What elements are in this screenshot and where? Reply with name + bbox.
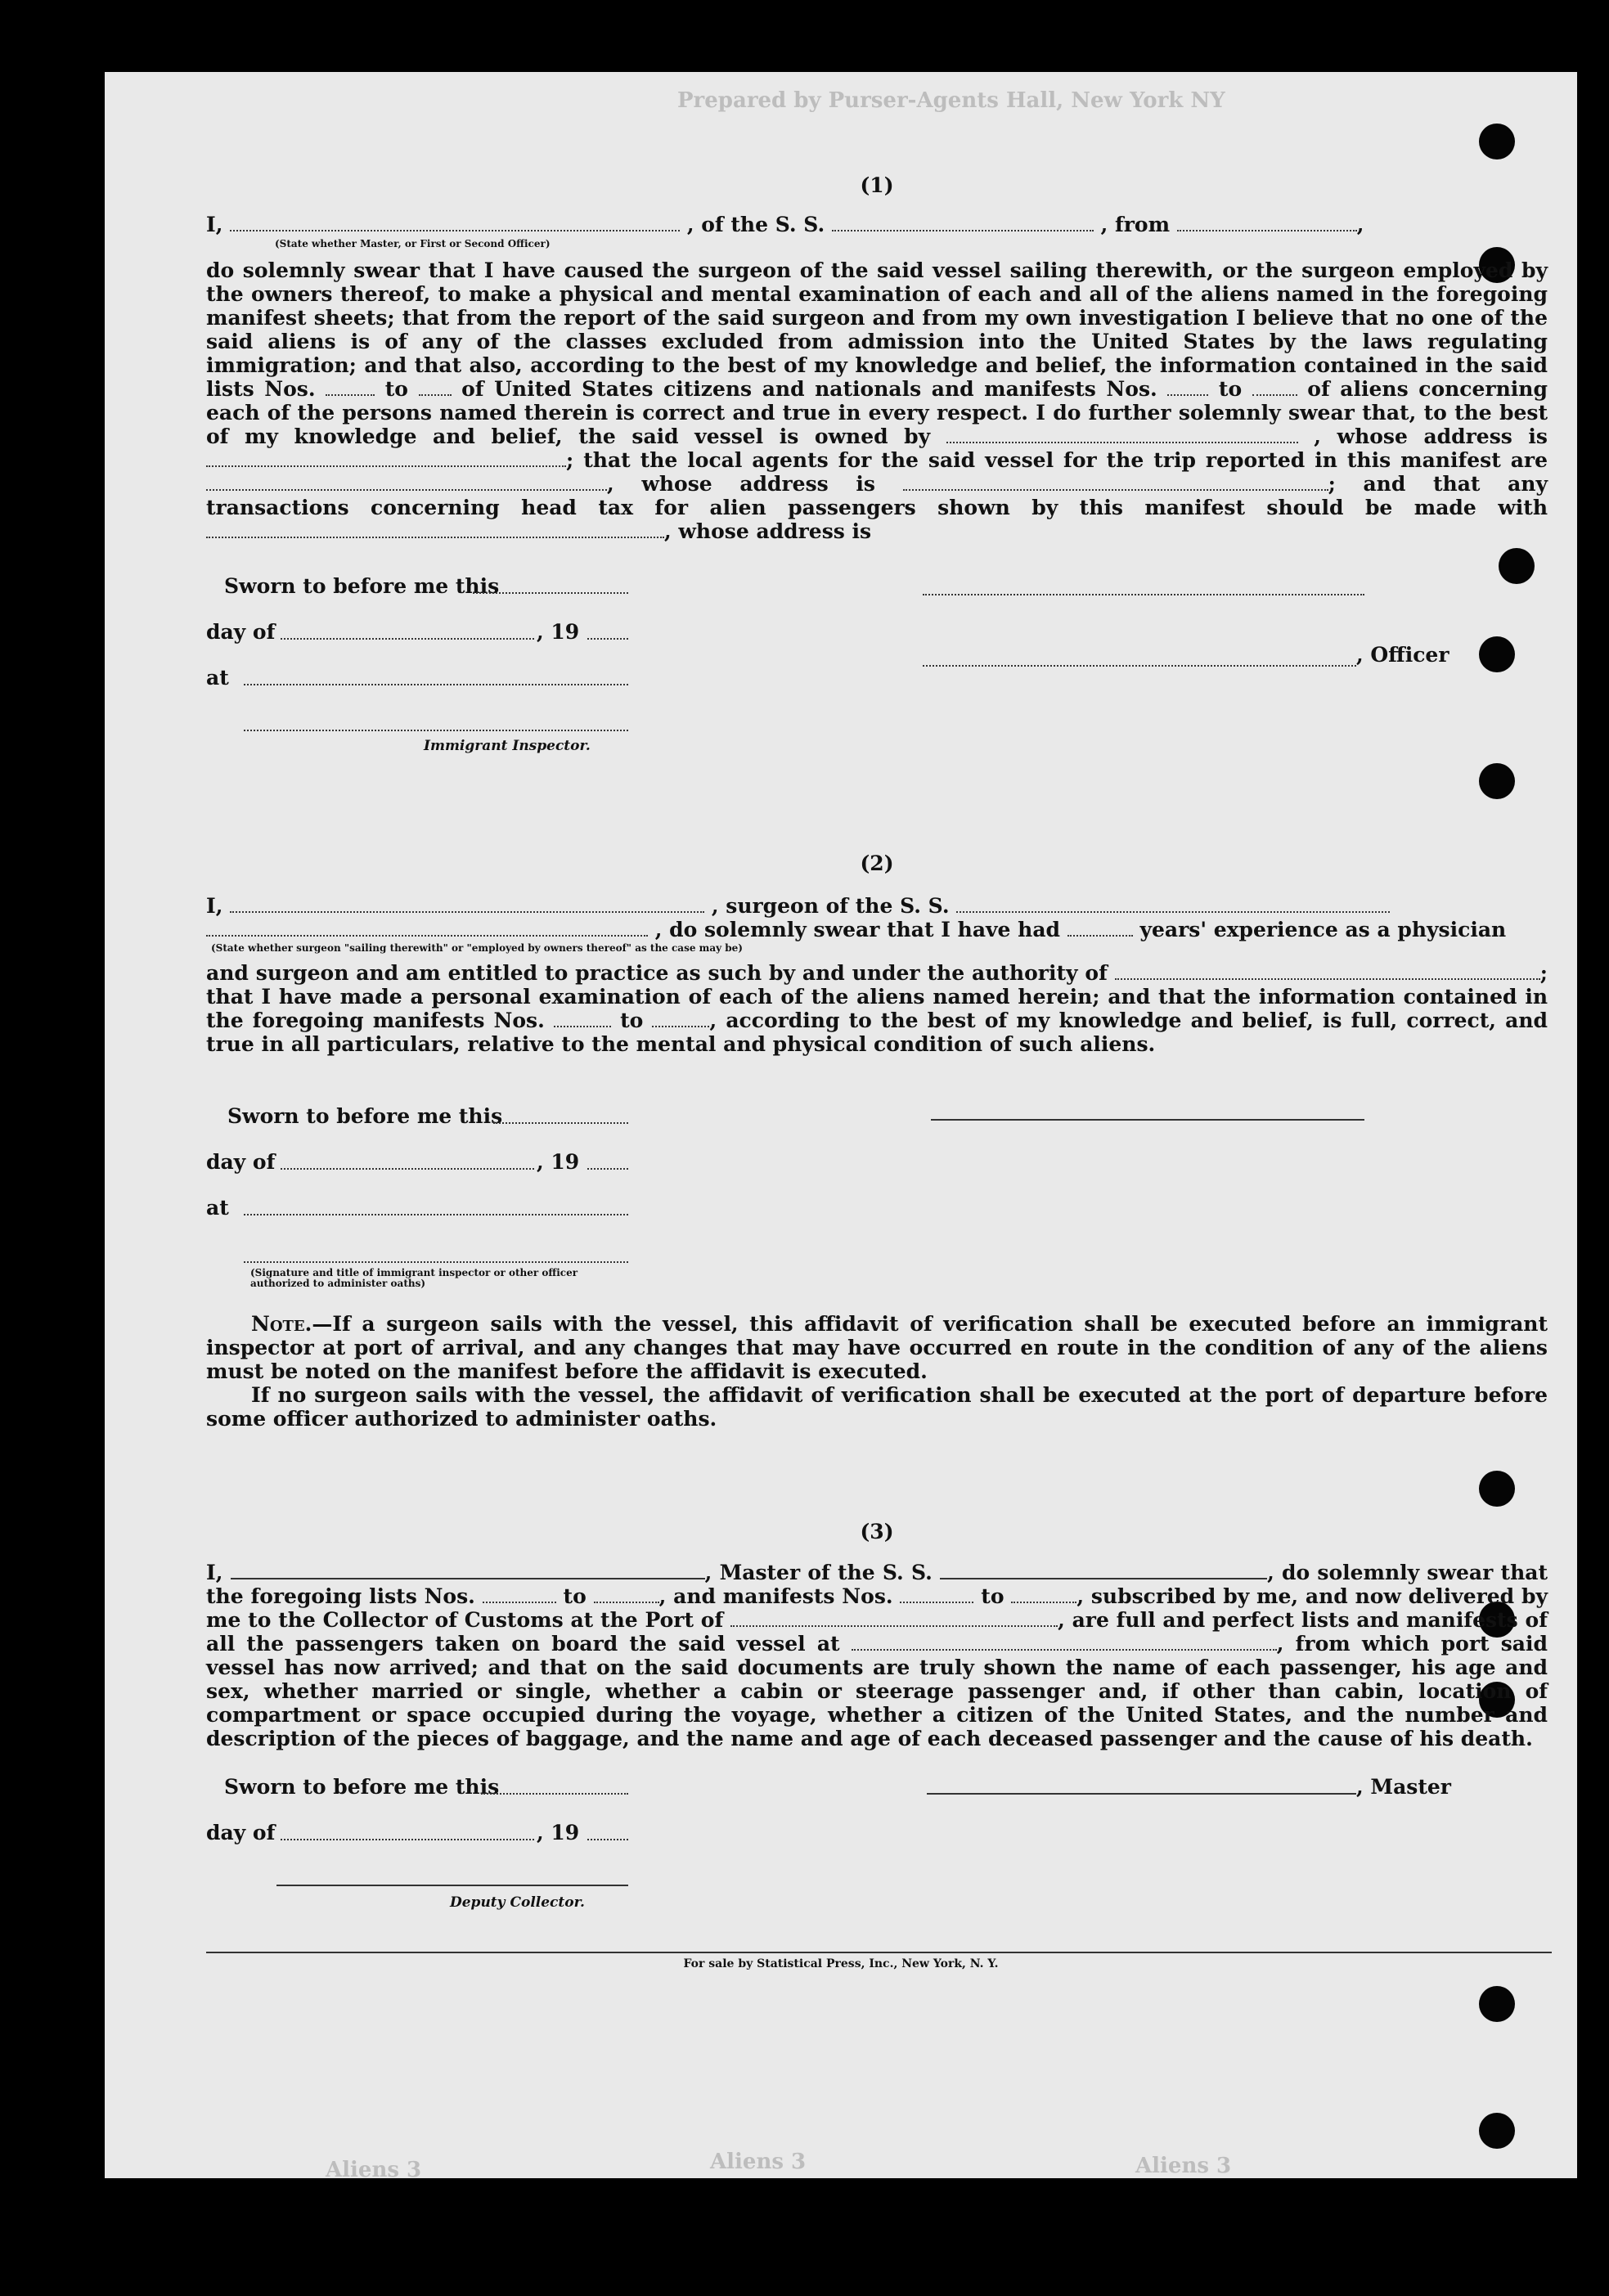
punch-hole bbox=[1479, 636, 1515, 672]
i-label: I, bbox=[206, 894, 223, 918]
port-field[interactable] bbox=[730, 1611, 1058, 1627]
section-3-number: (3) bbox=[860, 1520, 894, 1543]
text-b: that I have made a personal examination of each of the aliens named herein; and that the information contained in the foregoing manifests Nos. bbox=[206, 985, 1548, 1032]
text-a: and surgeon and am entitled to practice as such by and under the authority of bbox=[206, 961, 1108, 985]
sworn-date-field[interactable] bbox=[493, 1122, 628, 1124]
punch-hole bbox=[1479, 2113, 1515, 2149]
manifests-from-field[interactable] bbox=[1167, 380, 1208, 396]
punch-hole bbox=[1499, 548, 1535, 584]
manifests-all-label: manifests of all the passengers taken on board the said vessel at bbox=[206, 1608, 1548, 1656]
lists-to-field[interactable] bbox=[594, 1587, 659, 1603]
master-label: , Master bbox=[1356, 1775, 1451, 1799]
footer-rule bbox=[206, 1952, 1552, 1953]
year-label: , 19 bbox=[537, 1150, 580, 1174]
officer-signature-field-1[interactable] bbox=[923, 594, 1364, 595]
to-label: to bbox=[981, 1584, 1005, 1608]
surgeon-of-label: , surgeon of the S. S. bbox=[711, 894, 950, 918]
officer-name-field[interactable] bbox=[230, 215, 680, 231]
master-signature-field[interactable] bbox=[927, 1793, 1356, 1795]
to-label: to bbox=[620, 1009, 644, 1032]
form-page bbox=[105, 72, 1577, 2182]
at-field[interactable] bbox=[244, 1214, 628, 1215]
punch-hole bbox=[1479, 763, 1515, 799]
officer-signature-field-2[interactable] bbox=[923, 665, 1356, 667]
master-of-label: , Master of the S. S. bbox=[704, 1561, 933, 1584]
years-label: years' experience as a physician bbox=[1139, 918, 1507, 941]
officer-label: , Officer bbox=[1356, 643, 1449, 667]
bleed-through-header: Prepared by Purser-Agents Hall, New York NY bbox=[677, 88, 1225, 113]
day-of-field[interactable] bbox=[281, 638, 534, 640]
signature-caption: (Signature and title of immigrant inspector or other officer authorized to administer oaths) bbox=[250, 1267, 578, 1289]
swear-label: , do solemnly swear that I have had bbox=[654, 918, 1061, 941]
lists-from-field[interactable] bbox=[326, 380, 375, 396]
lists-from-field[interactable] bbox=[483, 1587, 556, 1603]
agents-field[interactable] bbox=[206, 474, 607, 491]
deputy-caption: Deputy Collector. bbox=[450, 1894, 585, 1911]
inspector-signature-field[interactable] bbox=[244, 730, 628, 731]
officer-hint: (State whether Master, or First or Second Officer) bbox=[275, 238, 551, 249]
i-label: I, bbox=[206, 1561, 223, 1584]
sworn-label: Sworn to before me this bbox=[224, 1775, 500, 1799]
head-tax-field[interactable] bbox=[206, 522, 664, 538]
section-2-body: and surgeon and am entitled to practice as such by and under the authority of ; that I have made a personal examination of each of the aliens named herein; and that the information contained in the foregoing manifests Nos. to , according to the best of my knowledge and belief, is full, correct, and true in all particulars, relative to the mental and physical condition of such aliens. bbox=[206, 961, 1548, 1056]
text-b: of United States citizens and nationals and manifests Nos. bbox=[461, 377, 1157, 401]
year-label: , 19 bbox=[537, 1821, 580, 1844]
at-label: at bbox=[206, 666, 229, 690]
whose-address-label: whose address is bbox=[641, 472, 875, 496]
text-e: ; and that any transactions concerning head tax for alien passengers shown by this manifest should be made with bbox=[206, 472, 1548, 519]
vessel-name-field[interactable] bbox=[940, 1578, 1267, 1579]
from-which-label: , from which bbox=[1276, 1632, 1430, 1656]
text-c: of aliens concerning each of the persons named therein is correct and true in every respect. I do further solemnly swear that, to the best of my knowledge and belief, the said vessel is owned by bbox=[206, 377, 1548, 448]
day-of-label: day of bbox=[206, 1821, 276, 1844]
sworn-date-field[interactable] bbox=[473, 592, 628, 594]
day-of-label: day of bbox=[206, 1150, 276, 1174]
bleed-through-footer-3: Aliens 3 bbox=[1135, 2154, 1232, 2178]
text-rest: port said vessel has now arrived; and that on the said documents are truly shown the name of each passenger, his age and sex, whether married or single, whether a cabin or steerage passenger and, if other than cabin, location of compartment or space occupied during the voyage, whether a citizen of the United States, and the number and description of the pieces of baggage, and the name and age of each deceased passenger and the cause of his death. bbox=[206, 1632, 1548, 1750]
delivered-label: delivered by me to the Collector of Customs at the Port of bbox=[206, 1584, 1548, 1632]
manifests-from-field[interactable] bbox=[900, 1587, 973, 1603]
inspector-caption: Immigrant Inspector. bbox=[424, 738, 591, 754]
i-label: I, bbox=[206, 213, 223, 236]
and-manifests-label: , and manifests Nos. bbox=[658, 1584, 893, 1608]
from-label: , from bbox=[1100, 213, 1171, 236]
whose-address-label: , whose address is bbox=[1314, 425, 1548, 448]
section-2-number: (2) bbox=[860, 851, 894, 875]
bleed-through-footer-2: Aliens 3 bbox=[710, 2150, 807, 2174]
sworn-label: Sworn to before me this bbox=[227, 1104, 503, 1128]
owner-address-field[interactable] bbox=[206, 451, 566, 467]
manifests-to-field[interactable] bbox=[652, 1011, 709, 1027]
text-d: that the local agents for the said vessel for the trip reported in this manifest are bbox=[583, 448, 1548, 472]
day-of-field[interactable] bbox=[281, 1168, 534, 1170]
day-of-label: day of bbox=[206, 620, 276, 644]
inspector-signature-field[interactable] bbox=[244, 1261, 628, 1263]
text-a: do solemnly swear that I have caused the surgeon of the said vessel sailing therewith, or the surgeon employed by the owners thereof, to make a physical and mental examination of each and all of the aliens named in the foregoing manifest sheets; that from the report of the said surgeon and from my own investigation I believe that no one of the said aliens is of any of the classes excluded from admission into the United States by the laws regulating immigration; and that also, according to the best of my knowledge and belief, the information contained in the said lists Nos. bbox=[206, 258, 1548, 401]
day-of-field[interactable] bbox=[281, 1839, 534, 1840]
manifests-from-field[interactable] bbox=[554, 1011, 611, 1027]
years-field[interactable] bbox=[1067, 920, 1133, 937]
sworn-label: Sworn to before me this bbox=[224, 574, 500, 598]
to-label: to bbox=[563, 1584, 587, 1608]
surgeon-name-field[interactable] bbox=[230, 896, 704, 913]
bleed-through-footer-1: Aliens 3 bbox=[326, 2158, 422, 2182]
year-field[interactable] bbox=[587, 638, 628, 640]
at-label: at bbox=[206, 1196, 229, 1220]
manifests-to-field[interactable] bbox=[1252, 380, 1297, 396]
agents-address-field[interactable] bbox=[903, 474, 1328, 491]
to-label: to bbox=[384, 377, 408, 401]
year-field[interactable] bbox=[587, 1839, 628, 1840]
swear-lists-label: swear that the foregoing lists Nos. bbox=[206, 1561, 1548, 1608]
section-1-header-line: I, , of the S. S. , from , bbox=[206, 213, 1364, 236]
note-1: —If a surgeon sails with the vessel, this affidavit of verification shall be executed before an immigrant inspector at port of arrival, and any changes that may have occurred en route in the condition of any of the aliens must be noted on the manifest before the affidavit is executed. bbox=[206, 1312, 1548, 1383]
embark-port-field[interactable] bbox=[852, 1634, 1277, 1651]
section-2-line-2 bbox=[206, 918, 1548, 941]
year-field[interactable] bbox=[587, 1168, 628, 1170]
printer-credit: For sale by Statistical Press, Inc., New York, N. Y. bbox=[683, 1957, 999, 1970]
sworn-date-field[interactable] bbox=[481, 1793, 628, 1795]
note-label: Note. bbox=[251, 1312, 312, 1336]
authority-field[interactable] bbox=[1115, 964, 1540, 980]
section-2-header-line bbox=[206, 894, 1548, 918]
subscribed-label: , subscribed by me, and now bbox=[1076, 1584, 1401, 1608]
of-ss-label: , of the S. S. bbox=[686, 213, 825, 236]
do-solemnly-label: , do solemnly bbox=[1267, 1561, 1420, 1584]
section-1-body: do solemnly swear that I have caused the surgeon of the said vessel sailing therewith, or the surgeon employed by the owners thereof, to make a physical and mental examination of each and all of the aliens named in the foregoing manifest sheets; that from the report of the said surgeon and from my own investigation I believe that no one of the said aliens is of any of the classes excluded from admission into the United States by the laws regulating immigration; and that also, according to the best of my knowledge and belief, the information contained in the said lists Nos. to of United States citizens and nationals and manifests Nos. to of aliens concerning each of the persons named therein is correct and true in every respect. I do further solemnly swear that, to the best of my knowledge and belief, the said vessel is owned by , whose address is ; that the local agents for the said vessel for the trip reported in this manifest are , whose address is ; and that any transactions concerning head tax for alien passengers shown by this manifest should be made with , whose address is bbox=[206, 258, 1548, 543]
section-3-body bbox=[206, 1561, 1548, 1750]
from-port-field[interactable] bbox=[1177, 215, 1357, 231]
text-c: , according to the best of my knowledge and belief, is full, correct, and true in all particulars, relative to the mental and physical condition of such aliens. bbox=[206, 1009, 1548, 1056]
surgeon-status-field[interactable] bbox=[206, 920, 648, 937]
section-1-number: (1) bbox=[860, 173, 894, 197]
note-2: If no surgeon sails with the vessel, the affidavit of verification shall be executed at the port of departure before some officer authorized to administer oaths. bbox=[206, 1383, 1548, 1431]
owner-field[interactable] bbox=[946, 427, 1298, 443]
year-label: , 19 bbox=[537, 620, 580, 644]
punch-hole bbox=[1479, 1986, 1515, 2022]
punch-hole bbox=[1479, 124, 1515, 160]
to-label: to bbox=[1218, 377, 1243, 401]
surgeon-hint: (State whether surgeon "sailing therewith" or "employed by owners thereof" as the case may be) bbox=[211, 942, 743, 954]
master-name-field[interactable] bbox=[231, 1578, 705, 1579]
signature-field[interactable] bbox=[931, 1119, 1364, 1121]
full-perfect-label: , are full and perfect lists and bbox=[1058, 1608, 1400, 1632]
vessel-name-field[interactable] bbox=[956, 896, 1390, 913]
punch-hole bbox=[1479, 1471, 1515, 1507]
whose-address-label: , whose address is bbox=[664, 519, 872, 543]
vessel-name-field[interactable] bbox=[832, 215, 1094, 231]
at-field[interactable] bbox=[244, 684, 628, 685]
manifests-to-field[interactable] bbox=[1011, 1587, 1076, 1603]
lists-to-field[interactable] bbox=[419, 380, 452, 396]
note-block bbox=[206, 1312, 1548, 1431]
deputy-signature-field[interactable] bbox=[276, 1885, 628, 1886]
